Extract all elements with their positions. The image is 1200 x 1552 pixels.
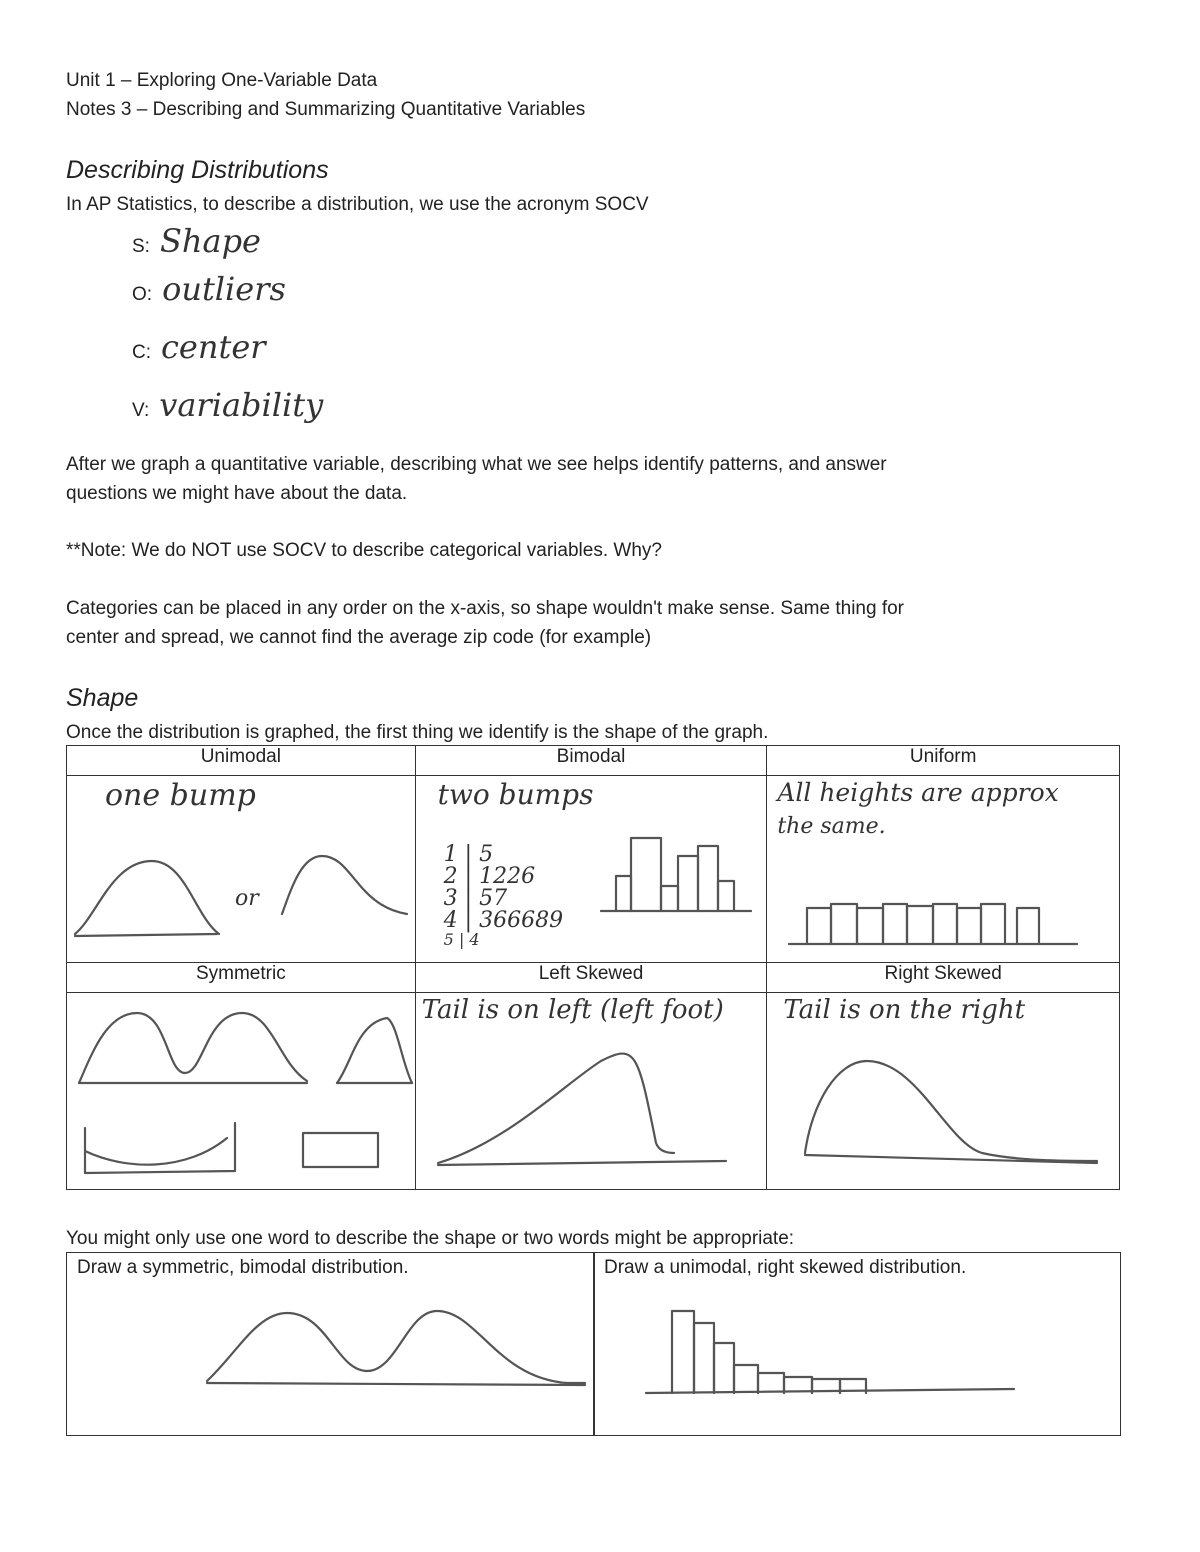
cell-left-skewed [415,993,767,1190]
right-skewed-note: Tail is on the right [783,995,1026,1025]
socv-letter: O: [132,284,153,305]
draw-box-symmetric-bimodal [66,1252,595,1436]
leaves: 366689 [479,908,564,933]
bimodal-curve [207,1311,585,1383]
socv-answer: variability [159,386,324,424]
uniform-note-line2: the same. [777,814,886,839]
cell-uniform [767,776,1120,963]
hist-bar [734,1365,758,1393]
stem-leaf-row: 3 | 57 [443,886,508,911]
hist-bar [694,1323,714,1393]
hist-bar [957,908,981,944]
header-left-skewed: Left Skewed [415,963,767,993]
words-intro: You might only use one word to describe the shape or two words might be appropriate: [66,1228,795,1249]
socv-letter: S: [132,236,150,257]
uniform-note-line1: All heights are approx [777,778,1059,807]
hist-bar [698,846,718,911]
unimodal-sketch [67,776,416,962]
shape-table [66,745,1120,1190]
unimodal-note: one bump [105,778,256,813]
stem-leaf-row: 4 | 366689 [443,908,564,933]
shape-intro: Once the distribution is graphed, the first thing we identify is the shape of the graph. [66,722,769,743]
hist-bar [1017,908,1039,944]
hist-bar [807,908,831,944]
hist-bar [718,881,734,911]
section-heading-describing: Describing Distributions [66,156,329,184]
unit-title: Unit 1 – Exploring One-Variable Data [66,70,378,91]
stem: 1 [443,842,458,867]
draw-box-unimodal-right-skewed [593,1252,1121,1436]
socv-item-v [132,386,323,424]
header-symmetric: Symmetric [67,963,416,993]
hist-bar [981,904,1005,944]
socv-letter: C: [132,342,151,363]
stem-leaf-row: 1 | 5 [443,842,494,867]
unimodal-curve-alt [282,856,407,914]
note-line: **Note: We do NOT use SOCV to describe categorical variables. Why? [66,540,662,561]
header-uniform: Uniform [767,746,1120,776]
baseline [207,1383,585,1385]
hist-bar [661,886,678,911]
u-shaped-curve [85,1123,235,1173]
bimodal-symmetric-curve [79,1013,307,1083]
hist-bar [714,1343,734,1393]
cell-symmetric [67,993,416,1190]
bimodal-note: two bumps [437,778,594,811]
socv-letter: V: [132,400,150,421]
answer-line: center and spread, we cannot find the average zip code (for example) [66,627,652,648]
socv-item-o [132,270,286,308]
baseline [75,934,217,936]
baseline [438,1161,726,1165]
uniform-histogram-sketch [767,776,1120,962]
stem: 2 [443,864,458,889]
stem: 4 [443,908,458,933]
or-text: or [235,886,259,911]
left-skewed-sketch [416,993,768,1189]
hist-bar [758,1373,784,1393]
prompt-text: Draw a symmetric, bimodal distribution. [77,1257,409,1278]
baseline [805,1155,1097,1163]
prompt-text: Draw a unimodal, right skewed distribution. [604,1257,967,1278]
baseline [646,1389,1014,1393]
socv-answer: center [161,328,266,366]
leaves: 5 [479,842,494,867]
unimodal-curve [75,861,219,934]
small-bell-curve [337,1018,412,1083]
socv-answer: outliers [162,270,286,308]
right-skewed-histogram-drawing [594,1253,1120,1435]
cell-unimodal [67,776,416,963]
uniform-rectangle [303,1133,378,1167]
symmetric-sketches [67,993,416,1189]
stem-leaf-row: 5 | 4 [443,930,480,949]
header-right-skewed: Right Skewed [767,963,1120,993]
socv-item-s [132,222,261,260]
socv-item-c [132,328,266,366]
notes-title: Notes 3 – Describing and Summarizing Quantitative Variables [66,99,586,120]
symmetric-bimodal-drawing [67,1253,594,1435]
left-skewed-note: Tail is on left (left foot) [421,995,724,1025]
right-skewed-sketch [767,993,1120,1189]
paragraph-line: questions we might have about the data. [66,483,408,504]
section-heading-shape: Shape [66,684,139,712]
header-bimodal: Bimodal [415,746,767,776]
bimodal-histogram-sketch [416,776,768,962]
right-skewed-curve [805,1061,1097,1161]
stem: 5 [443,930,454,949]
leaves: 57 [479,886,508,911]
hist-bar [933,904,957,944]
hist-bar [616,876,631,911]
hist-bar [857,908,883,944]
stem: 3 [443,886,458,911]
hist-bar [631,838,661,911]
header-unimodal: Unimodal [67,746,416,776]
hist-bar [883,904,907,944]
left-skewed-curve [438,1054,674,1163]
cell-bimodal [415,776,767,963]
leaves: 4 [469,930,480,949]
socv-answer: Shape [159,222,261,260]
hist-bar [672,1311,694,1393]
cell-right-skewed [767,993,1120,1190]
paragraph-line: After we graph a quantitative variable, describing what we see helps identify patterns, and answer [66,454,887,475]
hist-bar [831,904,857,944]
hist-bar [678,856,698,911]
answer-line: Categories can be placed in any order on the x-axis, so shape wouldn't make sense. Same thing for [66,598,904,619]
hist-bar [907,906,933,944]
leaves: 1226 [479,864,536,889]
socv-intro: In AP Statistics, to describe a distribution, we use the acronym SOCV [66,194,649,215]
stem-leaf-row: 2 | 1226 [443,864,536,889]
